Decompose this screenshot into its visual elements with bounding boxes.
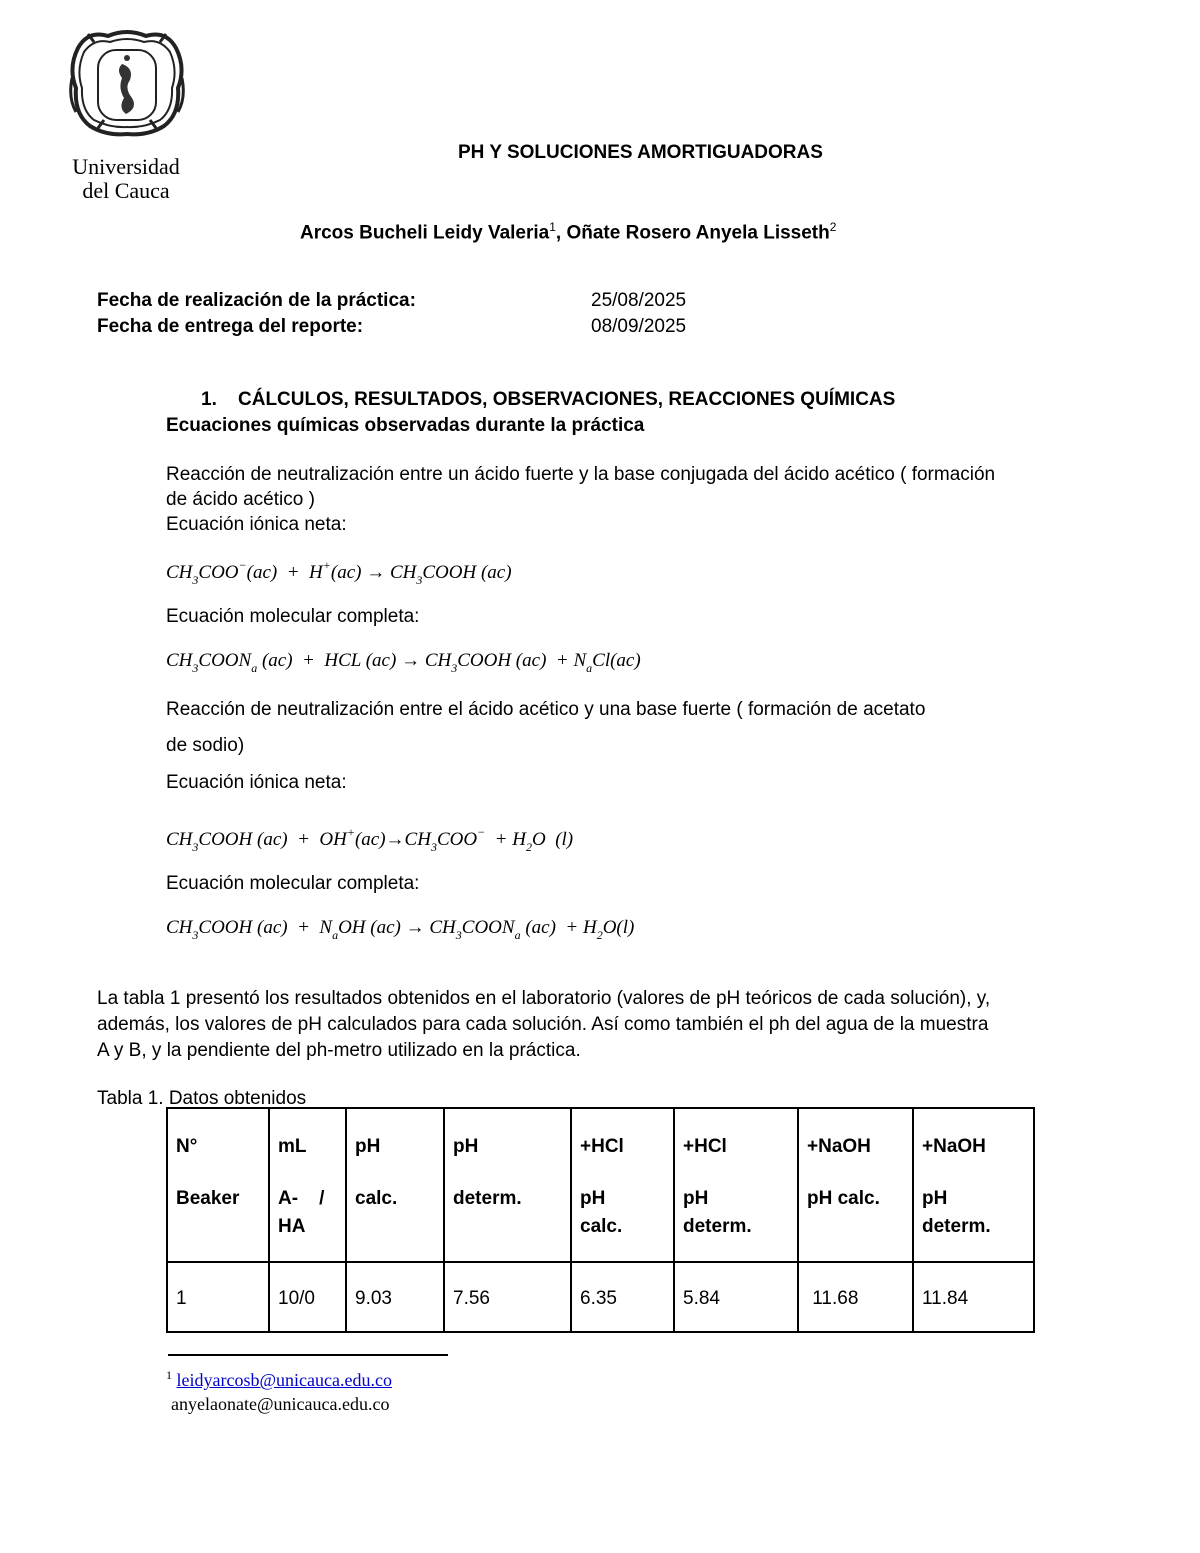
- equation-2-molecular: $CH_3COOH$ $(ac) + N_aOH$ $(ac) \to CH_3COON_a$ $(ac) + H_2O(l)$: [166, 917, 635, 942]
- header-gap: [922, 1161, 1025, 1185]
- date-label-realizacion: Fecha de realización de la práctica:: [97, 290, 416, 311]
- table-cell: 6.35: [571, 1262, 674, 1332]
- header-gap: [580, 1161, 665, 1185]
- header-text: N°: [176, 1136, 198, 1157]
- reaction2-desc-line2: de sodio): [166, 735, 245, 756]
- equation-1-molecular: $CH_3COON_a$ (ac) + HCL $(ac) \to CH_3COOH$ $(ac) + N_aCl(ac)$: [166, 650, 641, 675]
- table-cell: 1: [167, 1262, 269, 1332]
- header-gap: [807, 1161, 904, 1185]
- table-row: [167, 1262, 1034, 1332]
- equation-2-ionic: $CH_3COOH$ $(ac) + OH^+(ac)\to CH_3COO^- + H_2O$ (l): [166, 825, 574, 854]
- header-text: calc.: [580, 1216, 623, 1237]
- date-value-entrega: 08/09/2025: [591, 316, 687, 337]
- header-cell: [913, 1108, 1034, 1262]
- footnote-1-number: 1: [166, 1368, 172, 1382]
- paragraph-line1: La tabla 1 presentó los resultados obtenidos en el laboratorio (valores de pH teóricos de cada solución), y,: [97, 988, 991, 1009]
- header-text: +NaOH: [807, 1136, 871, 1157]
- header-cell: [444, 1108, 571, 1262]
- header-text: determ.: [453, 1188, 522, 1209]
- date-label-entrega: Fecha de entrega del reporte:: [97, 316, 364, 337]
- reaction2-molecular-label: Ecuación molecular completa:: [166, 873, 420, 894]
- header-text: HA: [278, 1216, 306, 1237]
- header-gap: [683, 1161, 789, 1185]
- reaction2-ionic-label: Ecuación iónica neta:: [166, 772, 347, 793]
- header-cell: [167, 1108, 269, 1262]
- header-cell: [798, 1108, 913, 1262]
- header-text: A- /: [278, 1188, 325, 1209]
- header-text: pH: [355, 1136, 381, 1157]
- author-separator: ,: [555, 222, 567, 244]
- logo-text-line1: Universidad: [72, 154, 180, 179]
- header-text: determ.: [922, 1216, 991, 1237]
- reaction1-ionic-label: Ecuación iónica neta:: [166, 514, 347, 535]
- university-seal-icon: [68, 28, 186, 138]
- table-cell: 11.68: [798, 1262, 913, 1332]
- header-cell: [269, 1108, 346, 1262]
- author-1-mark: 1: [549, 220, 556, 234]
- section-subtitle: Ecuaciones químicas observadas durante la práctica: [166, 415, 645, 436]
- reaction2-desc-line1: Reacción de neutralización entre el ácido acético y una base fuerte ( formación de acetato: [166, 699, 926, 720]
- header-text: +NaOH: [922, 1136, 986, 1157]
- header-gap: [453, 1161, 562, 1185]
- header-text: determ.: [683, 1216, 752, 1237]
- header-text: pH: [683, 1188, 709, 1209]
- header-text: calc.: [355, 1188, 398, 1209]
- table-cell: 9.03: [346, 1262, 444, 1332]
- paragraph-line2: además, los valores de pH calculados para cada solución. Así como también el ph del agua de la muestra: [97, 1014, 989, 1035]
- reaction1-desc-line2: de ácido acético ): [166, 489, 315, 510]
- section-title: CÁLCULOS, RESULTADOS, OBSERVACIONES, REACCIONES QUÍMICAS: [238, 389, 896, 410]
- author-2-mark: 2: [829, 220, 837, 234]
- authors-line: [300, 214, 836, 246]
- header-gap: [355, 1161, 435, 1185]
- header-gap: [176, 1161, 260, 1185]
- header-text: mL: [278, 1136, 307, 1157]
- header-cell: [674, 1108, 798, 1262]
- table-header-row: [167, 1108, 1034, 1262]
- header-cell: [571, 1108, 674, 1262]
- header-text: pH calc.: [807, 1188, 880, 1209]
- date-value-realizacion: 25/08/2025: [591, 290, 687, 311]
- table-cell: 10/0: [269, 1262, 346, 1332]
- table-cell: 11.84: [913, 1262, 1034, 1332]
- footnote-email-2: anyelaonate@unicauca.edu.co: [171, 1394, 390, 1414]
- header-text: pH: [453, 1136, 479, 1157]
- author-2: Oñate Rosero Anyela Lisseth: [566, 222, 830, 244]
- footnote-email-1-link[interactable]: leidyarcosb@unicauca.edu.co: [176, 1370, 392, 1390]
- equation-1-ionic: $CH_3COO^-(ac) + H^+(ac)$ → $CH_3COOH$ (ac): [166, 558, 512, 587]
- header-text: pH: [922, 1188, 948, 1209]
- paragraph-line3: A y B, y la pendiente del ph-metro utilizado en la práctica.: [97, 1040, 581, 1061]
- header-text: pH: [580, 1188, 606, 1209]
- table-cell: 5.84: [674, 1262, 798, 1332]
- page-title: PH Y SOLUCIONES AMORTIGUADORAS: [458, 142, 823, 163]
- results-table: [166, 1107, 1035, 1333]
- header-gap: [278, 1161, 337, 1185]
- header-text: +HCl: [683, 1136, 727, 1157]
- section-number: 1.: [201, 389, 217, 410]
- logo-text-line2: del Cauca: [82, 178, 170, 203]
- reaction1-molecular-label: Ecuación molecular completa:: [166, 606, 420, 627]
- header-text: +HCl: [580, 1136, 624, 1157]
- header-text: Beaker: [176, 1188, 240, 1209]
- footnote-separator: [168, 1354, 448, 1356]
- header-cell: [346, 1108, 444, 1262]
- author-1: Arcos Bucheli Leidy Valeria: [300, 222, 550, 244]
- table-caption: Tabla 1. Datos obtenidos: [97, 1088, 307, 1109]
- reaction1-desc-line1: Reacción de neutralización entre un ácido fuerte y la base conjugada del ácido acético ( formación: [166, 464, 996, 485]
- footnote-1: [166, 1368, 392, 1391]
- table-cell: 7.56: [444, 1262, 571, 1332]
